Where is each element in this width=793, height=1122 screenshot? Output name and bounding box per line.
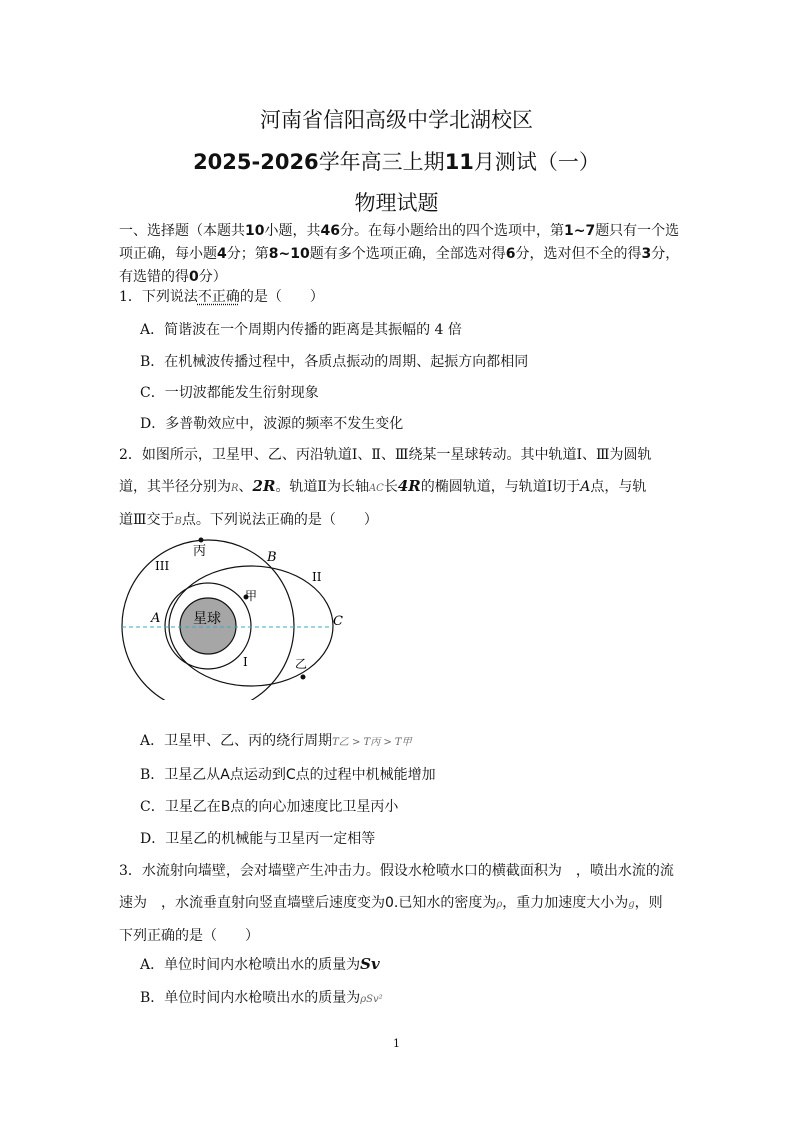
emphasis-not-correct: 不正确 — [197, 289, 240, 305]
label-yi: 乙 — [295, 657, 308, 671]
question-2-option-c: C．卫星乙在B点的向心加速度比卫星丙小 — [140, 799, 399, 815]
test-name: 月测试（一） — [473, 150, 600, 174]
question-1-option-c: C．一切波都能发生衍射现象 — [140, 385, 319, 401]
label-point-c: C — [333, 614, 343, 629]
term-text: 学年高三上期 — [318, 150, 445, 174]
satellite-bing — [199, 538, 204, 543]
question-3-option-b: B．单位时间内水枪喷出水的质量为ρSv² — [140, 990, 383, 1006]
question-2-stem: 2．如图所示，卫星甲、乙、丙沿轨道Ⅰ、Ⅱ、Ⅲ绕某一星球转动。其中轨道Ⅰ、Ⅲ为圆轨 道，其半径分别为R、2R。轨道Ⅱ为长轴AC长4R的椭圆轨道，与轨道Ⅰ切于A点，与轨 道Ⅲ交于B点。下列说法正确的是（ ） — [119, 447, 652, 528]
page-number: 1 — [393, 1037, 400, 1050]
label-orbit-II: II — [312, 570, 322, 584]
mass-expression-a: Sv — [360, 955, 380, 973]
mass-expression-b: ρSv² — [360, 994, 383, 1005]
label-orbit-I: I — [243, 655, 248, 669]
period-expression: T乙 > T丙 > T甲 — [332, 737, 412, 748]
school-title: 河南省信阳高级中学北湖校区 — [260, 108, 533, 132]
subject-title: 物理试题 — [354, 191, 439, 215]
label-point-b: B — [267, 550, 277, 565]
exam-title — [0, 146, 793, 176]
question-1-option-a: A．简谐波在一个周期内传播的距离是其振幅的 4 倍 — [140, 322, 462, 338]
label-bing: 丙 — [193, 544, 207, 559]
satellite-yi — [301, 675, 306, 680]
question-2-option-a: A．卫星甲、乙、丙的绕行周期T乙 > T丙 > T甲 — [140, 733, 412, 749]
section-instructions: 一、选择题（本题共10小题，共46分。在每小题给出的四个选项中，第1~7题只有一个选项正确，每小题4分；第8~10题有多个选项正确，全部选对得6分，选对但不全的得3分，有选错的得0分） — [119, 223, 680, 285]
label-jia: 甲 — [245, 589, 258, 603]
month-number: 11 — [444, 150, 474, 174]
question-2-option-d: D．卫星乙的机械能与卫星丙一定相等 — [140, 831, 376, 847]
question-2-option-b: B．卫星乙从A点运动到C点的过程中机械能增加 — [140, 767, 436, 783]
label-point-a: A — [151, 611, 161, 626]
question-3-option-a: A．单位时间内水枪喷出水的质量为Sv — [140, 955, 380, 973]
question-1-option-b: B．在机械波传播过程中，各质点振动的周期、起振方向都相同 — [140, 354, 529, 370]
question-1-stem: 1．下列说法不正确的是（ ） — [119, 289, 324, 305]
label-orbit-III: III — [155, 559, 170, 573]
planet-label: 星球 — [193, 611, 221, 627]
question-3-stem: 3．水流射向墙壁，会对墙壁产生冲击力。假设水枪喷水口的横截面积为 ，喷出水流的流 速为 ，水流垂直射向竖直墙壁后速度变为0.已知水的密度为ρ，重力加速度大小为g，则 下列正确的是（ ） — [119, 863, 674, 944]
orbit-diagram — [112, 530, 352, 700]
year-range: 2025-2026 — [193, 150, 319, 174]
question-1-option-d: D．多普勒效应中，波源的频率不发生变化 — [140, 416, 404, 432]
